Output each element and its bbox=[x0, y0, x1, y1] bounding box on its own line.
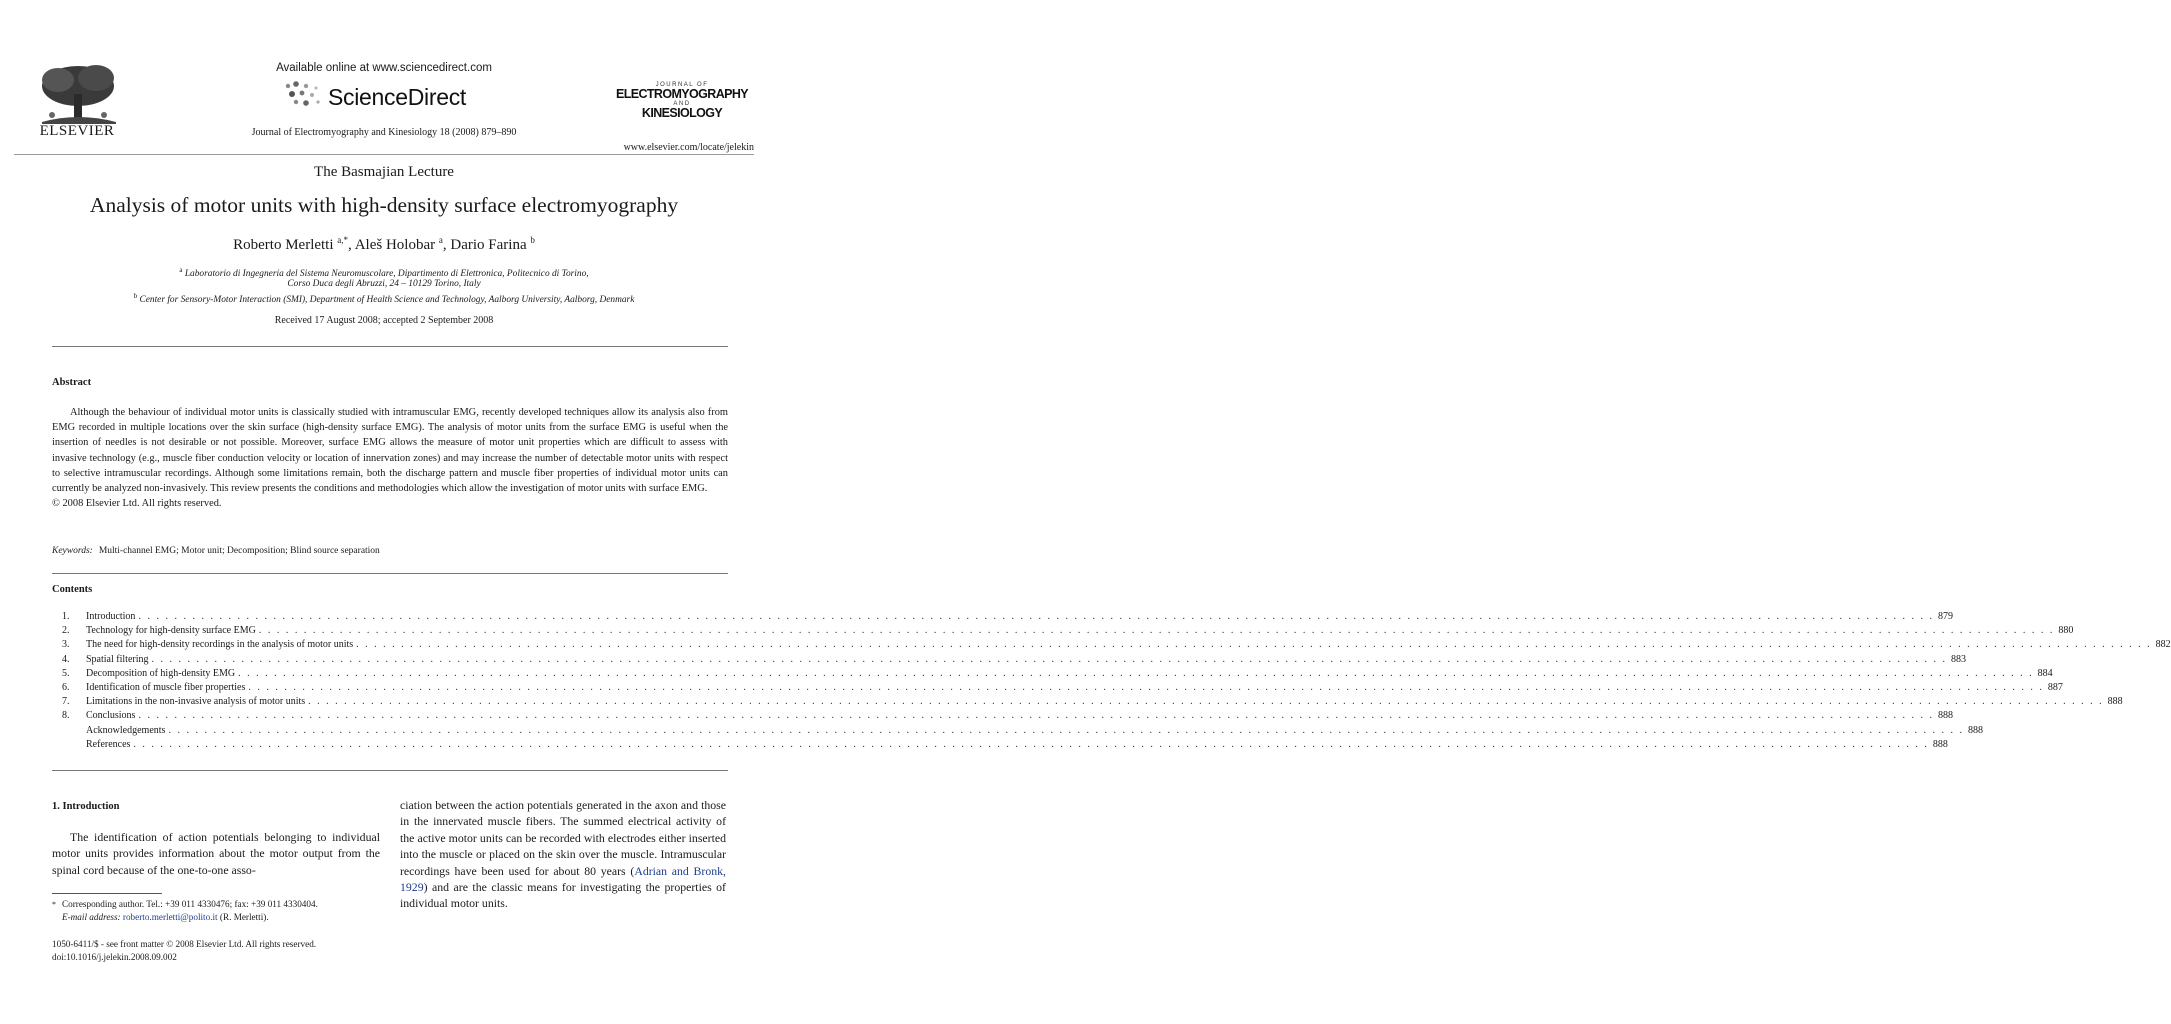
footnote-email-suffix: (R. Merletti). bbox=[217, 912, 269, 922]
toc-entry[interactable] bbox=[52, 724, 1983, 739]
abstract-text: Although the behaviour of individual motor units is classically studied with intramuscular EMG, recently developed techniques allow its analysis also from EMG recorded in multiple locations over the skin surface (high-density surface EMG). The analysis of motor units from the surface EMG is useful when the insertion of needles is not desirable or not possible. Moreover, surface EMG allows the measure of motor unit properties which are difficult to assess with invasive technology (e.g., muscle fiber conduction velocity or location of innervation zones) and may increase the number of detectable motor units with respect to selective intramuscular recordings. Although some limitations remain, both the discharge pattern and muscle fiber properties of individual motor units can currently be analyzed non-invasively. This review presents the conditions and methodologies which allow the investigation of motor units with surface EMG. bbox=[52, 407, 728, 495]
toc-number: 7. bbox=[62, 696, 70, 708]
toc-page-number: 888 bbox=[2107, 696, 2123, 708]
footnote-marker: * bbox=[52, 900, 56, 909]
author-name: Dario Farina bbox=[450, 237, 527, 253]
toc-number: 6. bbox=[62, 681, 70, 693]
footnote bbox=[52, 898, 392, 924]
toc-page-number: 888 bbox=[1967, 724, 1983, 736]
author-affil-sup[interactable]: b bbox=[530, 235, 535, 245]
divider bbox=[52, 573, 728, 574]
toc-leader-dots: . . . . . . . . . . . . . . . . . . . . . . . . . . . . . . . . . . . . . . . . . . . . . . . . . . . . . . . . . . . . . . . . . . . . . . . . . . . . . . . . . . . . . . . . . . . . . . . . . . . . . . . . . . . . . . . . . . . . . . . . . . . . . . . . . . . . . . . . . . . . . . . . . . . . . . . . . . . . . . . . . . . . . . . . . . . . . . . . . . . . . . . . . . . . . . . . . . . . . . . . bbox=[238, 667, 2034, 679]
intro-text: The identification of action potentials belonging to individual motor units provides information about the motor output from the spinal cord because of the one-to-one asso- bbox=[52, 830, 380, 877]
toc-number: 1. bbox=[62, 611, 70, 622]
header-divider bbox=[14, 154, 754, 155]
abstract-heading: Abstract bbox=[52, 377, 92, 388]
footnote-divider bbox=[52, 893, 162, 894]
toc-title[interactable]: Acknowledgements bbox=[86, 724, 166, 736]
affiliation-b-sup: b bbox=[133, 292, 138, 300]
lecture-label: The Basmajian Lecture bbox=[314, 164, 454, 180]
author-name: Aleš Holobar bbox=[354, 237, 436, 253]
toc-entry[interactable] bbox=[52, 710, 1953, 724]
toc-leader-dots: . . . . . . . . . . . . . . . . . . . . . . . . . . . . . . . . . . . . . . . . . . . . . . . . . . . . . . . . . . . . . . . . . . . . . . . . . . . . . . . . . . . . . . . . . . . . . . . . . . . . . . . . . . . . . . . . . . . . . . . . . . . . . . . . . . . . . . . . . . . . . . . . . . . . . . . . . . . . . . . . . . . . . . . . . . . . . . . . . . . . . . . . . . . . . . . . . . . . . . . . bbox=[308, 696, 2104, 708]
toc-page-number: 888 bbox=[1937, 710, 1953, 722]
toc-page-number: 879 bbox=[1937, 611, 1953, 622]
author-separator: , bbox=[348, 237, 355, 253]
affiliation-b-text: Center for Sensory-Motor Interaction (SMI), Department of Health Science and Technology, Aalborg University, Aalborg, Denmark bbox=[139, 295, 635, 306]
divider bbox=[52, 770, 728, 771]
toc-leader-dots: . . . . . . . . . . . . . . . . . . . . . . . . . . . . . . . . . . . . . . . . . . . . . . . . . . . . . . . . . . . . . . . . . . . . . . . . . . . . . . . . . . . . . . . . . . . . . . . . . . . . . . . . . . . . . . . . . . . . . . . . . . . . . . . . . . . . . . . . . . . . . . . . . . . . . . . . . . . . . . . . . . . . . . . . . . . . . . . . . . . . . . . . . . . . . . . . . . . . . . . . bbox=[138, 710, 1934, 722]
author-separator: , bbox=[442, 237, 451, 253]
keywords bbox=[52, 546, 380, 556]
author-affil-sup[interactable]: a,* bbox=[337, 235, 349, 245]
toc-title[interactable]: References bbox=[86, 738, 131, 750]
toc-entry[interactable] bbox=[52, 738, 1948, 753]
toc-entry[interactable] bbox=[52, 681, 2063, 696]
abstract-copyright: © 2008 Elsevier Ltd. All rights reserved. bbox=[52, 498, 222, 510]
toc-title[interactable]: Decomposition of high-density EMG bbox=[86, 667, 236, 679]
toc-title[interactable]: Identification of muscle fiber properties bbox=[86, 681, 246, 693]
toc-entry[interactable] bbox=[52, 611, 1953, 625]
toc-leader-dots: . . . . . . . . . . . . . . . . . . . . . . . . . . . . . . . . . . . . . . . . . . . . . . . . . . . . . . . . . . . . . . . . . . . . . . . . . . . . . . . . . . . . . . . . . . . . . . . . . . . . . . . . . . . . . . . . . . . . . . . . . . . . . . . . . . . . . . . . . . . . . . . . . . . . . . . . . . . . . . . . . . . . . . . . . . . . . . . . . . . . . . . . . . . . . . . . . . . . . . . . bbox=[138, 611, 1934, 622]
article-title: Analysis of motor units with high-density surface electromyography bbox=[89, 193, 679, 217]
journal-logo-line3: AND bbox=[673, 100, 691, 107]
toc-page-number: 888 bbox=[1932, 738, 1948, 750]
toc-number: 8. bbox=[62, 710, 70, 722]
toc-page-number: 880 bbox=[2058, 625, 2074, 637]
citation-link[interactable]: Adrian and Bronk, 1929 bbox=[400, 863, 726, 895]
affiliation-b bbox=[0, 292, 768, 305]
toc-entry[interactable] bbox=[52, 639, 2171, 653]
issn-line: 1050-6411/$ - see front matter © 2008 Elsevier Ltd. All rights reserved. bbox=[52, 939, 317, 949]
journal-url-link[interactable]: www.elsevier.com/locate/jelekin bbox=[623, 142, 754, 153]
author-list bbox=[0, 235, 768, 254]
publisher-name: ELSEVIER bbox=[39, 123, 115, 139]
intro-col2-text-end: ) and are the classic means for investigating the properties of individual motor units. bbox=[400, 880, 726, 911]
intro-paragraph bbox=[52, 829, 380, 878]
toc-number: 3. bbox=[62, 639, 70, 651]
toc-title[interactable]: Introduction bbox=[86, 611, 136, 622]
doi-line: doi:10.1016/j.jelekin.2008.09.002 bbox=[52, 952, 177, 962]
toc-page-number: 882 bbox=[2155, 639, 2171, 651]
received-dates: Received 17 August 2008; accepted 2 September 2008 bbox=[274, 315, 494, 326]
toc-leader-dots: . . . . . . . . . . . . . . . . . . . . . . . . . . . . . . . . . . . . . . . . . . . . . . . . . . . . . . . . . . . . . . . . . . . . . . . . . . . . . . . . . . . . . . . . . . . . . . . . . . . . . . . . . . . . . . . . . . . . . . . . . . . . . . . . . . . . . . . . . . . . . . . . . . . . . . . . . . . . . . . . . . . . . . . . . . . . . . . . . . . . . . . . . . . . . . . . . . . . . . . . bbox=[151, 653, 1947, 665]
toc-page-number: 884 bbox=[2037, 667, 2053, 679]
journal-citation: Journal of Electromyography and Kinesiology 18 (2008) 879–890 bbox=[251, 127, 517, 138]
toc-entry[interactable] bbox=[52, 653, 1966, 668]
toc-leader-dots: . . . . . . . . . . . . . . . . . . . . . . . . . . . . . . . . . . . . . . . . . . . . . . . . . . . . . . . . . . . . . . . . . . . . . . . . . . . . . . . . . . . . . . . . . . . . . . . . . . . . . . . . . . . . . . . . . . . . . . . . . . . . . . . . . . . . . . . . . . . . . . . . . . . . . . . . . . . . . . . . . . . . . . . . . . . . . . . . . . . . . . . . . . . . . . . . . . . . . . . . bbox=[356, 639, 2152, 651]
toc-number: 4. bbox=[62, 653, 70, 665]
toc-leader-dots: . . . . . . . . . . . . . . . . . . . . . . . . . . . . . . . . . . . . . . . . . . . . . . . . . . . . . . . . . . . . . . . . . . . . . . . . . . . . . . . . . . . . . . . . . . . . . . . . . . . . . . . . . . . . . . . . . . . . . . . . . . . . . . . . . . . . . . . . . . . . . . . . . . . . . . . . . . . . . . . . . . . . . . . . . . . . . . . . . . . . . . . . . . . . . . . . . . . . . . . . bbox=[258, 625, 2055, 637]
available-online-link[interactable]: Available online at www.sciencedirect.com bbox=[276, 62, 492, 74]
footnote-email-label: E-mail address: bbox=[62, 912, 121, 922]
intro-col2-text: ciation between the action potentials generated in the axon and those in the innervated muscle fibers. The summed electrical activity of the active motor units can be recorded with electrodes either inserted into the muscle or placed on the skin over the muscle. Intramuscular recordings have been used for about 80 years ( bbox=[400, 798, 726, 878]
toc-title[interactable]: Spatial filtering bbox=[86, 653, 149, 665]
sciencedirect-wordmark: ScienceDirect bbox=[328, 84, 466, 110]
toc-title[interactable]: Conclusions bbox=[86, 710, 136, 722]
toc-entry[interactable] bbox=[52, 667, 2053, 682]
affiliation-a-line2: Corso Duca degli Abruzzi, 24 – 10129 Torino, Italy bbox=[287, 279, 481, 289]
journal-logo-line2: ELECTROMYOGRAPHY bbox=[615, 87, 749, 101]
author-affil-sup[interactable]: a bbox=[438, 235, 443, 245]
toc-title[interactable]: Technology for high-density surface EMG bbox=[86, 625, 256, 637]
contents-heading: Contents bbox=[52, 584, 93, 595]
toc-title[interactable]: The need for high-density recordings in the analysis of motor units bbox=[86, 639, 354, 651]
toc-leader-dots: . . . . . . . . . . . . . . . . . . . . . . . . . . . . . . . . . . . . . . . . . . . . . . . . . . . . . . . . . . . . . . . . . . . . . . . . . . . . . . . . . . . . . . . . . . . . . . . . . . . . . . . . . . . . . . . . . . . . . . . . . . . . . . . . . . . . . . . . . . . . . . . . . . . . . . . . . . . . . . . . . . . . . . . . . . . . . . . . . . . . . . . . . . . . . . . . . . . . . . . . bbox=[248, 681, 2044, 693]
toc-number: 5. bbox=[62, 667, 70, 679]
keywords-label: Keywords: bbox=[52, 546, 93, 556]
toc-entry[interactable] bbox=[52, 625, 2074, 639]
toc-title[interactable]: Limitations in the non-invasive analysis of motor units bbox=[86, 696, 306, 708]
affiliation-a-line1 bbox=[0, 266, 768, 279]
toc-page-number: 883 bbox=[1951, 653, 1966, 665]
toc-entry[interactable] bbox=[52, 696, 2123, 710]
issn-block bbox=[52, 938, 316, 964]
divider bbox=[52, 346, 728, 347]
toc-leader-dots: . . . . . . . . . . . . . . . . . . . . . . . . . . . . . . . . . . . . . . . . . . . . . . . . . . . . . . . . . . . . . . . . . . . . . . . . . . . . . . . . . . . . . . . . . . . . . . . . . . . . . . . . . . . . . . . . . . . . . . . . . . . . . . . . . . . . . . . . . . . . . . . . . . . . . . . . . . . . . . . . . . . . . . . . . . . . . . . . . . . . . . . . . . . . . . . . . . . . . . . . bbox=[133, 738, 1929, 750]
journal-logo bbox=[612, 82, 752, 122]
keywords-text: Multi-channel EMG; Motor unit; Decomposition; Blind source separation bbox=[98, 546, 380, 556]
intro-paragraph-continued bbox=[400, 797, 726, 912]
journal-logo-line4: KINESIOLOGY bbox=[641, 105, 723, 120]
section-heading: 1. Introduction bbox=[52, 801, 120, 812]
toc-number: 2. bbox=[62, 625, 70, 637]
corresponding-email-link[interactable]: roberto.merletti@polito.it bbox=[122, 912, 218, 922]
abstract-body bbox=[52, 405, 728, 511]
toc-page-number: 887 bbox=[2047, 681, 2063, 693]
affiliation-a-sup: a bbox=[179, 266, 183, 274]
footnote-line1: Corresponding author. Tel.: +39 011 4330476; fax: +39 011 4330404. bbox=[62, 899, 318, 909]
journal-logo-line1: JOURNAL OF bbox=[655, 82, 709, 88]
affiliation-a-text: Laboratorio di Ingegneria del Sistema Neuromuscolare, Dipartimento di Elettronica, Politecnico di Torino, bbox=[184, 269, 589, 280]
author-name: Roberto Merletti bbox=[233, 237, 334, 253]
table-of-contents bbox=[52, 611, 2171, 753]
toc-leader-dots: . . . . . . . . . . . . . . . . . . . . . . . . . . . . . . . . . . . . . . . . . . . . . . . . . . . . . . . . . . . . . . . . . . . . . . . . . . . . . . . . . . . . . . . . . . . . . . . . . . . . . . . . . . . . . . . . . . . . . . . . . . . . . . . . . . . . . . . . . . . . . . . . . . . . . . . . . . . . . . . . . . . . . . . . . . . . . . . . . . . . . . . . . . . . . . . . . . . . . . . . bbox=[168, 724, 1964, 736]
